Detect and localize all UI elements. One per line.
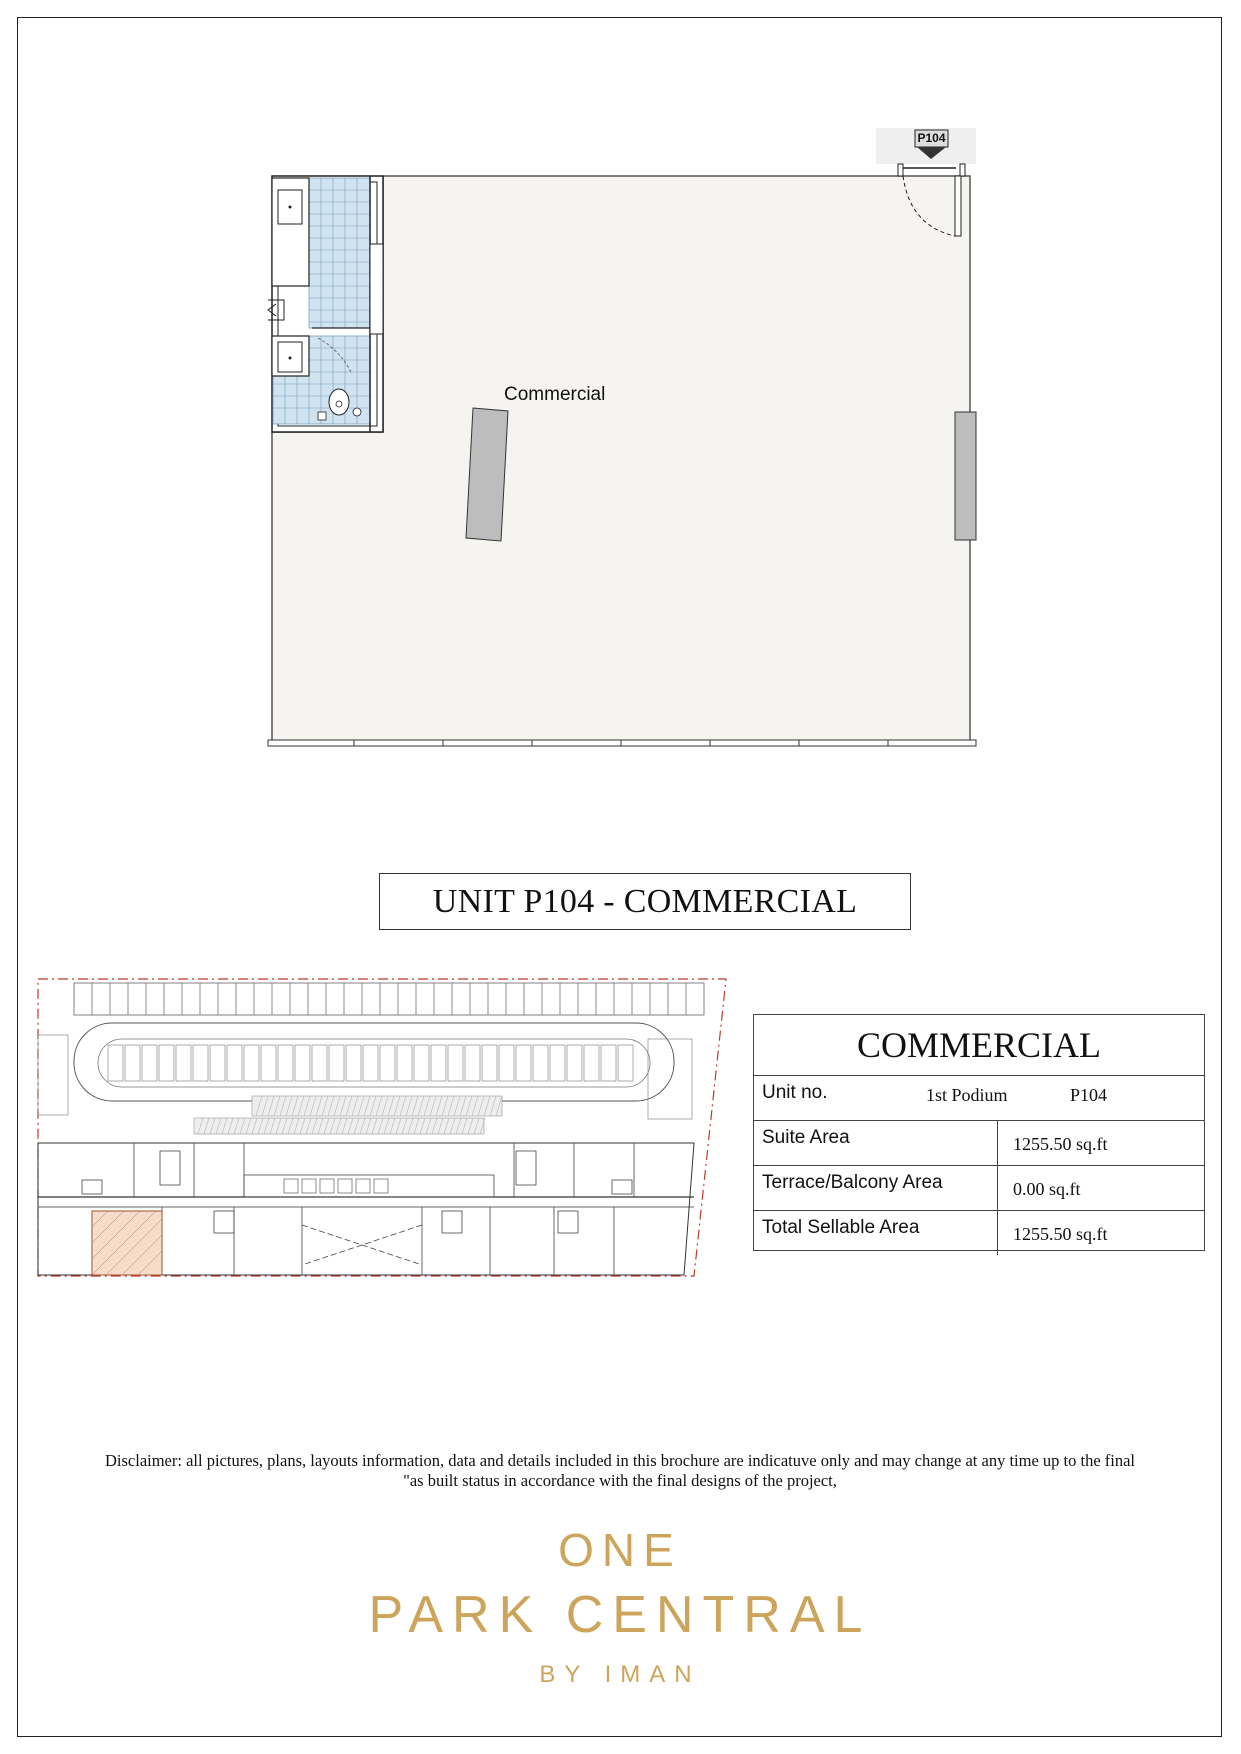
areas-table (753, 1014, 1205, 1251)
suite-area-value: 1255.50 sq.ft (1013, 1134, 1108, 1154)
unit-floor-plan (0, 0, 1241, 780)
unit-title: UNIT P104 - COMMERCIAL (379, 873, 911, 930)
logo-line-park-central: PARK CENTRAL (368, 1586, 872, 1644)
unit-number-value: P104 (1070, 1085, 1108, 1105)
terrace-area-row (754, 1166, 1204, 1211)
unit-level: 1st Podium (926, 1085, 1008, 1105)
podium-key-plan (34, 975, 729, 1280)
areas-table-header: COMMERCIAL (754, 1015, 1204, 1076)
unit-number-label: Unit no. (762, 1082, 828, 1103)
disclaimer-line-2: "as built status in accordance with the final designs of the project, (403, 1471, 837, 1490)
total-area-label: Total Sellable Area (762, 1217, 920, 1238)
brand-logo (300, 1525, 940, 1689)
disclaimer-line-1: Disclaimer: all pictures, plans, layouts information, data and details included in this brochure are indicatuve only and may change at any time up to the final (104, 1451, 1136, 1470)
door-tag-label: P104 (917, 131, 946, 145)
unit-number-row (754, 1076, 1204, 1121)
room-label: Commercial (504, 384, 606, 405)
terrace-area-value: 0.00 sq.ft (1013, 1179, 1081, 1199)
terrace-area-label: Terrace/Balcony Area (762, 1172, 943, 1193)
bathroom-tiles-upper (309, 178, 370, 328)
logo-line-by-iman: BY IMAN (539, 1661, 701, 1688)
total-area-value: 1255.50 sq.ft (1013, 1224, 1108, 1244)
logo-line-one: ONE (558, 1524, 682, 1576)
suite-area-row (754, 1121, 1204, 1166)
disclaimer (70, 1451, 1170, 1491)
total-area-row (754, 1211, 1204, 1255)
suite-area-label: Suite Area (762, 1127, 850, 1148)
